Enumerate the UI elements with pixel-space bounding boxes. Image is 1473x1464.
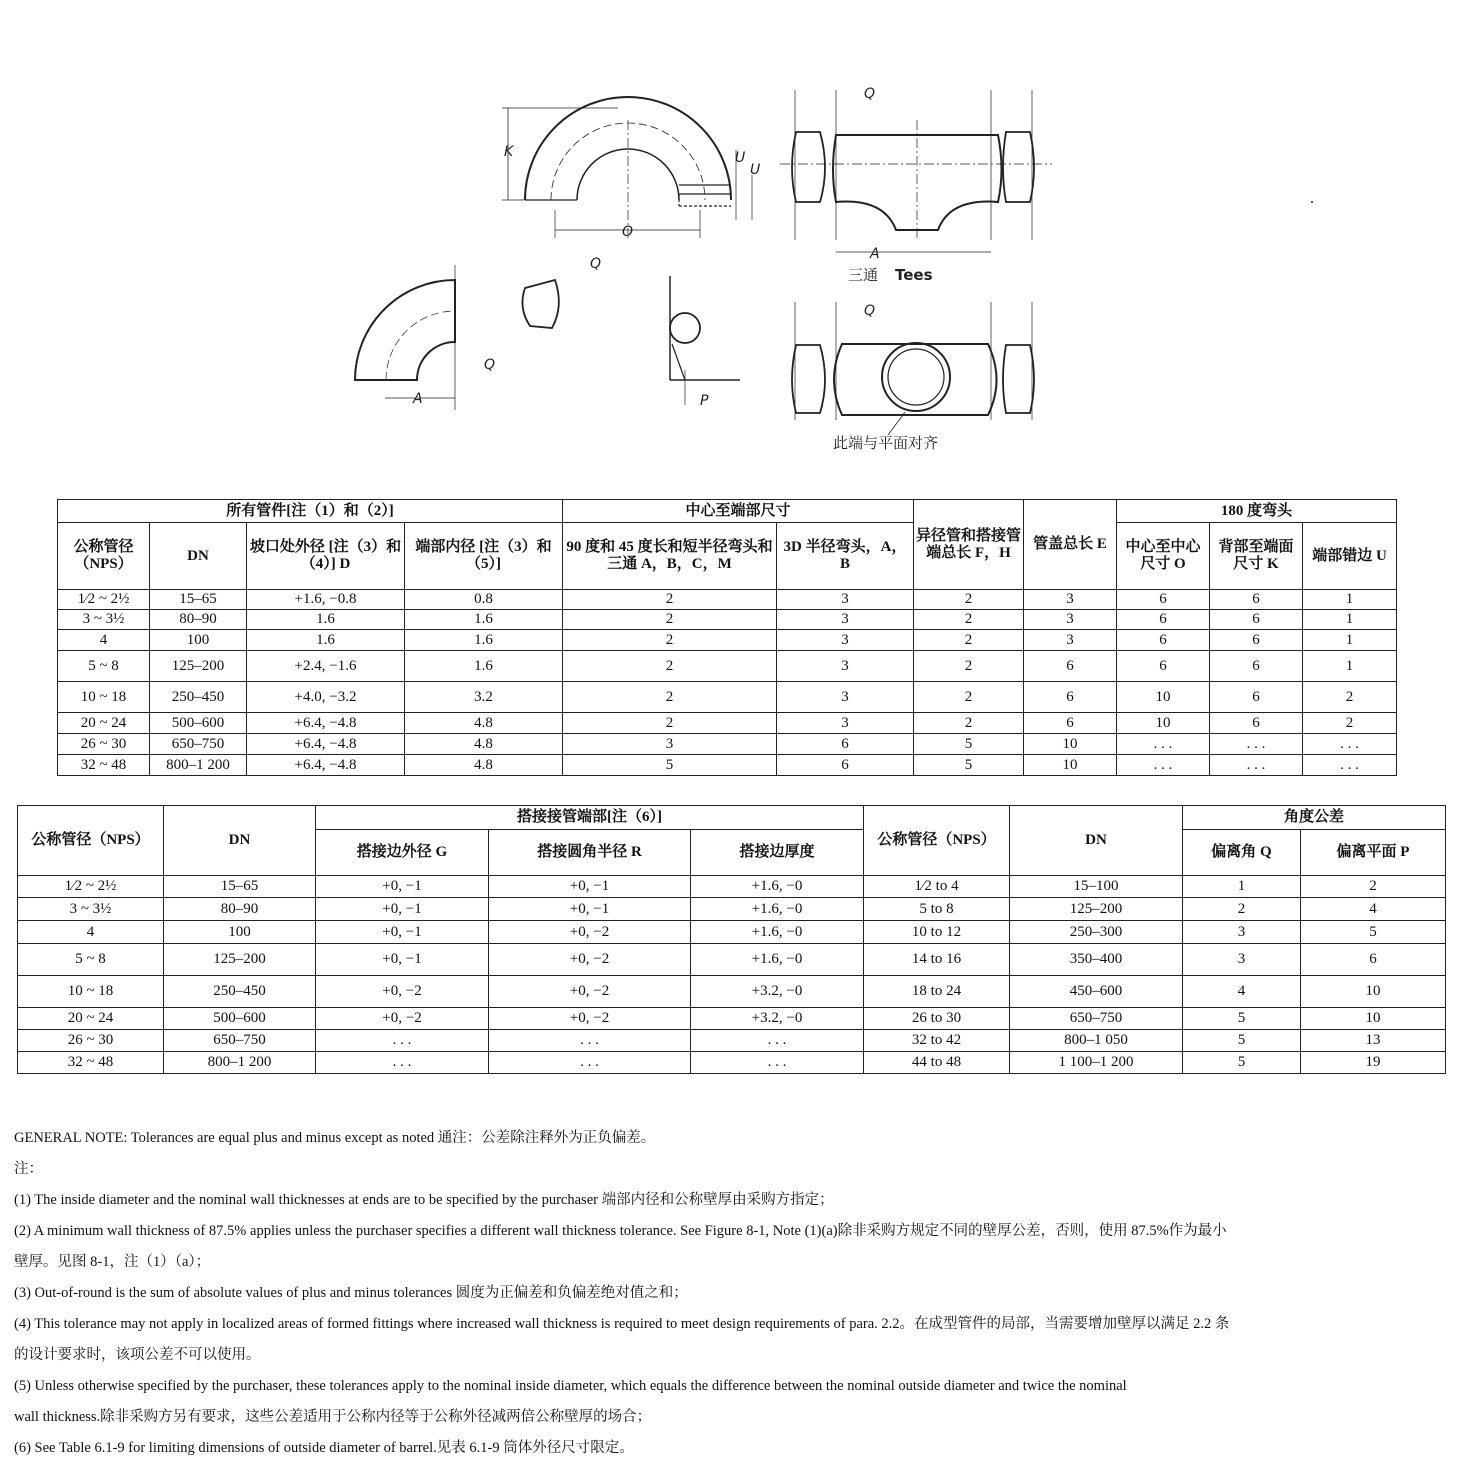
header-center-to-end: 中心至端部尺寸: [563, 500, 914, 523]
label-a-tee: A: [870, 246, 880, 262]
cell-p: 19: [1301, 1052, 1446, 1074]
t2-header-lap: 搭接接管端部[注（6）]: [316, 806, 864, 830]
cell-u: 1: [1303, 630, 1397, 651]
cell-ab: 3: [777, 713, 914, 734]
end-piece-drawing: [522, 280, 558, 328]
cell-nps: 3 ~ 3½: [58, 610, 150, 630]
note-4: (4) This tolerance may not apply in localized areas of formed fittings where increased wall thickness is required to meet design requirements of para. 2.2。在成型管件的局部，当需要增加壁厚以满足 2.2 条: [14, 1316, 1230, 1332]
cell-r: +0, −2: [489, 1008, 691, 1030]
t2-header-r: 搭接圆角半径 R: [489, 830, 691, 876]
label-p: P: [700, 393, 709, 409]
cell-q: 5: [1183, 1008, 1301, 1030]
note-6: (6) See Table 6.1-9 for limiting dimensions of outside diameter of barrel.见表 6.1-9 筒体外径尺寸限定。: [14, 1440, 634, 1456]
note-4-cont: 的设计要求时，该项公差不可以使用。: [14, 1347, 261, 1363]
cell-k: 6: [1210, 713, 1303, 734]
cell-nps: 4: [18, 921, 164, 944]
cell-dn: 650–750: [164, 1030, 316, 1052]
cell-dn2: 650–750: [1010, 1008, 1183, 1030]
cell-id: 1.6: [405, 651, 563, 682]
cell-o: 6: [1117, 590, 1210, 610]
cell-g: . . .: [316, 1052, 489, 1074]
cell-id: 3.2: [405, 682, 563, 713]
cell-dn: 100: [150, 630, 247, 651]
notes-section: [14, 1123, 1434, 1464]
table-row: [58, 630, 1397, 651]
cell-dn2: 350–400: [1010, 944, 1183, 976]
header-all-fittings: 所有管件[注（1）和（2）]: [58, 500, 563, 523]
cell-r: +0, −2: [489, 921, 691, 944]
table-row: [58, 734, 1397, 755]
header-u: 端部错边 U: [1303, 523, 1397, 590]
cell-fh: 2: [914, 590, 1024, 610]
note-5-cont: wall thickness.除非采购方另有要求，这些公差适用于公称内径等于公称外径减两倍公称壁厚的场合；: [14, 1409, 652, 1425]
cell-k: 6: [1210, 590, 1303, 610]
label-a-elbow: A: [413, 391, 423, 407]
t2-header-angle: 角度公差: [1183, 806, 1446, 830]
cell-nps: 5 ~ 8: [58, 651, 150, 682]
cell-u: . . .: [1303, 755, 1397, 776]
cell-p: 13: [1301, 1030, 1446, 1052]
header-cap: 管盖总长 E: [1024, 500, 1117, 590]
dimension-tolerance-table: [57, 499, 1397, 776]
cell-g: +0, −1: [316, 921, 489, 944]
cell-dn: 100: [164, 921, 316, 944]
cell-r: . . .: [489, 1052, 691, 1074]
cell-r: +0, −2: [489, 944, 691, 976]
table-row: [58, 682, 1397, 713]
cell-dn: 500–600: [150, 713, 247, 734]
fittings-figure: [340, 80, 1100, 470]
cell-fh: 5: [914, 755, 1024, 776]
cell-dn2: 250–300: [1010, 921, 1183, 944]
cell-dn2: 125–200: [1010, 898, 1183, 921]
cell-dn: 250–450: [150, 682, 247, 713]
tee-bottom-drawing: [792, 302, 1034, 435]
table-row: [18, 976, 1446, 1008]
notes-heading: 注：: [14, 1161, 43, 1177]
cell-p: 4: [1301, 898, 1446, 921]
cell-g: +0, −1: [316, 876, 489, 898]
t2-header-nps: 公称管径（NPS）: [18, 806, 164, 876]
cell-nps: 3 ~ 3½: [18, 898, 164, 921]
cell-dn: 125–200: [150, 651, 247, 682]
cell-g: +0, −1: [316, 898, 489, 921]
general-note: GENERAL NOTE: Tolerances are equal plus and minus except as noted 通注：公差除注释外为正负偏差。: [14, 1130, 656, 1146]
label-q-elbow: Q: [484, 357, 496, 373]
cell-dn: 800–1 200: [150, 755, 247, 776]
cell-ab: 3: [777, 682, 914, 713]
cell-u: 1: [1303, 610, 1397, 630]
table-row: [18, 898, 1446, 921]
cell-ab: 3: [777, 590, 914, 610]
header-180-return: 180 度弯头: [1117, 500, 1397, 523]
cell-dn: 250–450: [164, 976, 316, 1008]
cell-dn: 80–90: [150, 610, 247, 630]
label-u1: U: [735, 150, 746, 166]
cell-nps: 32 ~ 48: [58, 755, 150, 776]
cell-nps: 10 ~ 18: [58, 682, 150, 713]
cell-dn: 15–65: [150, 590, 247, 610]
cell-od: 1.6: [247, 630, 405, 651]
table-row: [58, 713, 1397, 734]
cell-o: 6: [1117, 630, 1210, 651]
cell-a: 3: [563, 734, 777, 755]
cell-dn: 650–750: [150, 734, 247, 755]
plane-drawing: [670, 276, 740, 405]
cell-nps2: 44 to 48: [864, 1052, 1010, 1074]
cell-k: 6: [1210, 651, 1303, 682]
tees-caption-en: Tees: [895, 266, 933, 284]
cell-p: 5: [1301, 921, 1446, 944]
cell-k: 6: [1210, 630, 1303, 651]
cell-ab: 6: [777, 755, 914, 776]
note-2: (2) A minimum wall thickness of 87.5% applies unless the purchaser specifies a different wall thickness tolerance. See Figure 8-1, Note (1)(a)除非采购方规定不同的壁厚公差，否则，使用 87.5%作为最小: [14, 1223, 1227, 1239]
cell-dn: 800–1 200: [164, 1052, 316, 1074]
label-k: K: [504, 144, 514, 160]
cell-t: . . .: [691, 1030, 864, 1052]
cell-t: +3.2, −0: [691, 976, 864, 1008]
header-nps: 公称管径（NPS）: [58, 523, 150, 590]
table-row: [58, 590, 1397, 610]
header-reducer: 异径管和搭接管端总长 F，H: [914, 500, 1024, 590]
table-row: [18, 1030, 1446, 1052]
cell-q: 3: [1183, 921, 1301, 944]
cell-k: 6: [1210, 682, 1303, 713]
cell-u: 1: [1303, 651, 1397, 682]
cell-nps2: 32 to 42: [864, 1030, 1010, 1052]
cell-fh: 2: [914, 610, 1024, 630]
t2-header-q: 偏离角 Q: [1183, 830, 1301, 876]
cell-q: 5: [1183, 1030, 1301, 1052]
cell-nps: 26 ~ 30: [18, 1030, 164, 1052]
cell-o: 10: [1117, 713, 1210, 734]
label-o: O: [622, 224, 634, 240]
cell-nps: 32 ~ 48: [18, 1052, 164, 1074]
cell-fh: 2: [914, 682, 1024, 713]
table-row: [18, 944, 1446, 976]
cell-id: 1.6: [405, 630, 563, 651]
fittings-drawing: [340, 80, 1100, 470]
cell-ab: 6: [777, 734, 914, 755]
cell-q: 2: [1183, 898, 1301, 921]
cell-od: +6.4, −4.8: [247, 734, 405, 755]
cell-a: 2: [563, 713, 777, 734]
table-row: [58, 651, 1397, 682]
cell-u: . . .: [1303, 734, 1397, 755]
cell-nps2: 18 to 24: [864, 976, 1010, 1008]
cell-nps: 4: [58, 630, 150, 651]
t2-header-p: 偏离平面 P: [1301, 830, 1446, 876]
cell-t: +1.6, −0: [691, 898, 864, 921]
cell-a: 2: [563, 651, 777, 682]
cell-ab: 3: [777, 610, 914, 630]
table1-body: [58, 590, 1397, 776]
cell-nps2: 14 to 16: [864, 944, 1010, 976]
label-q-tee2: Q: [864, 303, 876, 319]
table-row: [18, 1008, 1446, 1030]
cell-q: 4: [1183, 976, 1301, 1008]
cell-p: 6: [1301, 944, 1446, 976]
cell-id: 4.8: [405, 713, 563, 734]
cell-nps2: 1⁄2 to 4: [864, 876, 1010, 898]
cell-ab: 3: [777, 630, 914, 651]
note-5: (5) Unless otherwise specified by the purchaser, these tolerances apply to the nominal inside diameter, which equals the difference between the nominal outside diameter and twice the nominal: [14, 1378, 1127, 1394]
cell-k: . . .: [1210, 734, 1303, 755]
t2-header-g: 搭接边外径 G: [316, 830, 489, 876]
cell-e: 3: [1024, 590, 1117, 610]
cell-u: 1: [1303, 590, 1397, 610]
align-note: 此端与平面对齐: [833, 434, 939, 452]
cell-dn2: 450–600: [1010, 976, 1183, 1008]
cell-dn2: 1 100–1 200: [1010, 1052, 1183, 1074]
cell-p: 10: [1301, 1008, 1446, 1030]
table-row: [18, 876, 1446, 898]
cell-a: 2: [563, 590, 777, 610]
cell-od: 1.6: [247, 610, 405, 630]
cell-e: 3: [1024, 630, 1117, 651]
cell-e: 6: [1024, 682, 1117, 713]
cell-r: +0, −1: [489, 898, 691, 921]
cell-p: 2: [1301, 876, 1446, 898]
header-k: 背部至端面尺寸 K: [1210, 523, 1303, 590]
t2-header-dn2: DN: [1010, 806, 1183, 876]
cell-fh: 2: [914, 630, 1024, 651]
cell-t: +3.2, −0: [691, 1008, 864, 1030]
cell-nps: 1⁄2 ~ 2½: [58, 590, 150, 610]
cell-id: 4.8: [405, 755, 563, 776]
cell-t: . . .: [691, 1052, 864, 1074]
cell-q: 3: [1183, 944, 1301, 976]
cell-p: 10: [1301, 976, 1446, 1008]
elbow-drawing: [355, 265, 455, 410]
header-id: 端部内径 [注（3）和（5）]: [405, 523, 563, 590]
cell-a: 2: [563, 682, 777, 713]
tees-caption-cn: 三通: [848, 266, 879, 284]
cell-o: 10: [1117, 682, 1210, 713]
cell-e: 6: [1024, 651, 1117, 682]
cell-nps: 20 ~ 24: [18, 1008, 164, 1030]
cell-od: +2.4, −1.6: [247, 651, 405, 682]
t2-header-dn: DN: [164, 806, 316, 876]
cell-e: 6: [1024, 713, 1117, 734]
note-1: (1) The inside diameter and the nominal wall thicknesses at ends are to be specified by the purchaser 端部内径和公称壁厚由采购方指定；: [14, 1192, 834, 1208]
cell-e: 10: [1024, 734, 1117, 755]
cell-r: . . .: [489, 1030, 691, 1052]
cell-a: 5: [563, 755, 777, 776]
cell-nps: 10 ~ 18: [18, 976, 164, 1008]
cell-u: 2: [1303, 682, 1397, 713]
cell-r: +0, −1: [489, 876, 691, 898]
cell-k: 6: [1210, 610, 1303, 630]
cell-nps2: 5 to 8: [864, 898, 1010, 921]
cell-nps: 26 ~ 30: [58, 734, 150, 755]
label-q-tee: Q: [864, 86, 876, 102]
cell-t: +1.6, −0: [691, 876, 864, 898]
table-row: [58, 610, 1397, 630]
cell-od: +4.0, −3.2: [247, 682, 405, 713]
tee-drawing: [780, 90, 1052, 252]
cell-a: 2: [563, 610, 777, 630]
cell-dn2: 800–1 050: [1010, 1030, 1183, 1052]
cell-fh: 5: [914, 734, 1024, 755]
cell-o: . . .: [1117, 734, 1210, 755]
table-row: [18, 1052, 1446, 1074]
cell-q: 5: [1183, 1052, 1301, 1074]
t2-header-nps2: 公称管径（NPS）: [864, 806, 1010, 876]
cell-e: 10: [1024, 755, 1117, 776]
cell-o: 6: [1117, 651, 1210, 682]
cell-nps: 5 ~ 8: [18, 944, 164, 976]
cell-u: 2: [1303, 713, 1397, 734]
return-bend-drawing: [502, 97, 752, 240]
table-row: [58, 755, 1397, 776]
cell-nps: 1⁄2 ~ 2½: [18, 876, 164, 898]
t2-header-t: 搭接边厚度: [691, 830, 864, 876]
cell-t: +1.6, −0: [691, 944, 864, 976]
cell-r: +0, −2: [489, 976, 691, 1008]
cell-fh: 2: [914, 713, 1024, 734]
header-od: 坡口处外径 [注（3）和（4）] D: [247, 523, 405, 590]
cell-dn: 500–600: [164, 1008, 316, 1030]
cell-k: . . .: [1210, 755, 1303, 776]
header-elbow90: 90 度和 45 度长和短半径弯头和三通 A，B，C，M: [563, 523, 777, 590]
cell-nps2: 10 to 12: [864, 921, 1010, 944]
cell-e: 3: [1024, 610, 1117, 630]
cell-od: +6.4, −4.8: [247, 713, 405, 734]
cell-q: 1: [1183, 876, 1301, 898]
cell-o: 6: [1117, 610, 1210, 630]
cell-g: . . .: [316, 1030, 489, 1052]
cell-g: +0, −1: [316, 944, 489, 976]
table-row: [18, 921, 1446, 944]
cell-g: +0, −2: [316, 976, 489, 1008]
cell-ab: 3: [777, 651, 914, 682]
cell-fh: 2: [914, 651, 1024, 682]
cell-o: . . .: [1117, 755, 1210, 776]
note-2-cont: 壁厚。见图 8-1，注（1）（a）；: [14, 1254, 211, 1270]
cell-dn: 125–200: [164, 944, 316, 976]
cell-g: +0, −2: [316, 1008, 489, 1030]
cell-nps: 20 ~ 24: [58, 713, 150, 734]
header-elbow3d: 3D 半径弯头，A，B: [777, 523, 914, 590]
cell-t: +1.6, −0: [691, 921, 864, 944]
cell-a: 2: [563, 630, 777, 651]
cell-od: +6.4, −4.8: [247, 755, 405, 776]
stray-dot: [1311, 201, 1313, 203]
cell-id: 1.6: [405, 610, 563, 630]
cell-dn: 15–65: [164, 876, 316, 898]
header-dn: DN: [150, 523, 247, 590]
label-q-end: Q: [590, 256, 602, 272]
lap-joint-angular-table: [17, 805, 1446, 1074]
header-o: 中心至中心尺寸 O: [1117, 523, 1210, 590]
cell-od: +1.6, −0.8: [247, 590, 405, 610]
cell-nps2: 26 to 30: [864, 1008, 1010, 1030]
note-3: (3) Out-of-round is the sum of absolute values of plus and minus tolerances 圆度为正偏差和负偏差绝对值之和；: [14, 1285, 688, 1301]
cell-dn2: 15–100: [1010, 876, 1183, 898]
cell-id: 4.8: [405, 734, 563, 755]
table2-body: [18, 876, 1446, 1074]
cell-dn: 80–90: [164, 898, 316, 921]
label-u2: U: [750, 162, 761, 178]
cell-id: 0.8: [405, 590, 563, 610]
